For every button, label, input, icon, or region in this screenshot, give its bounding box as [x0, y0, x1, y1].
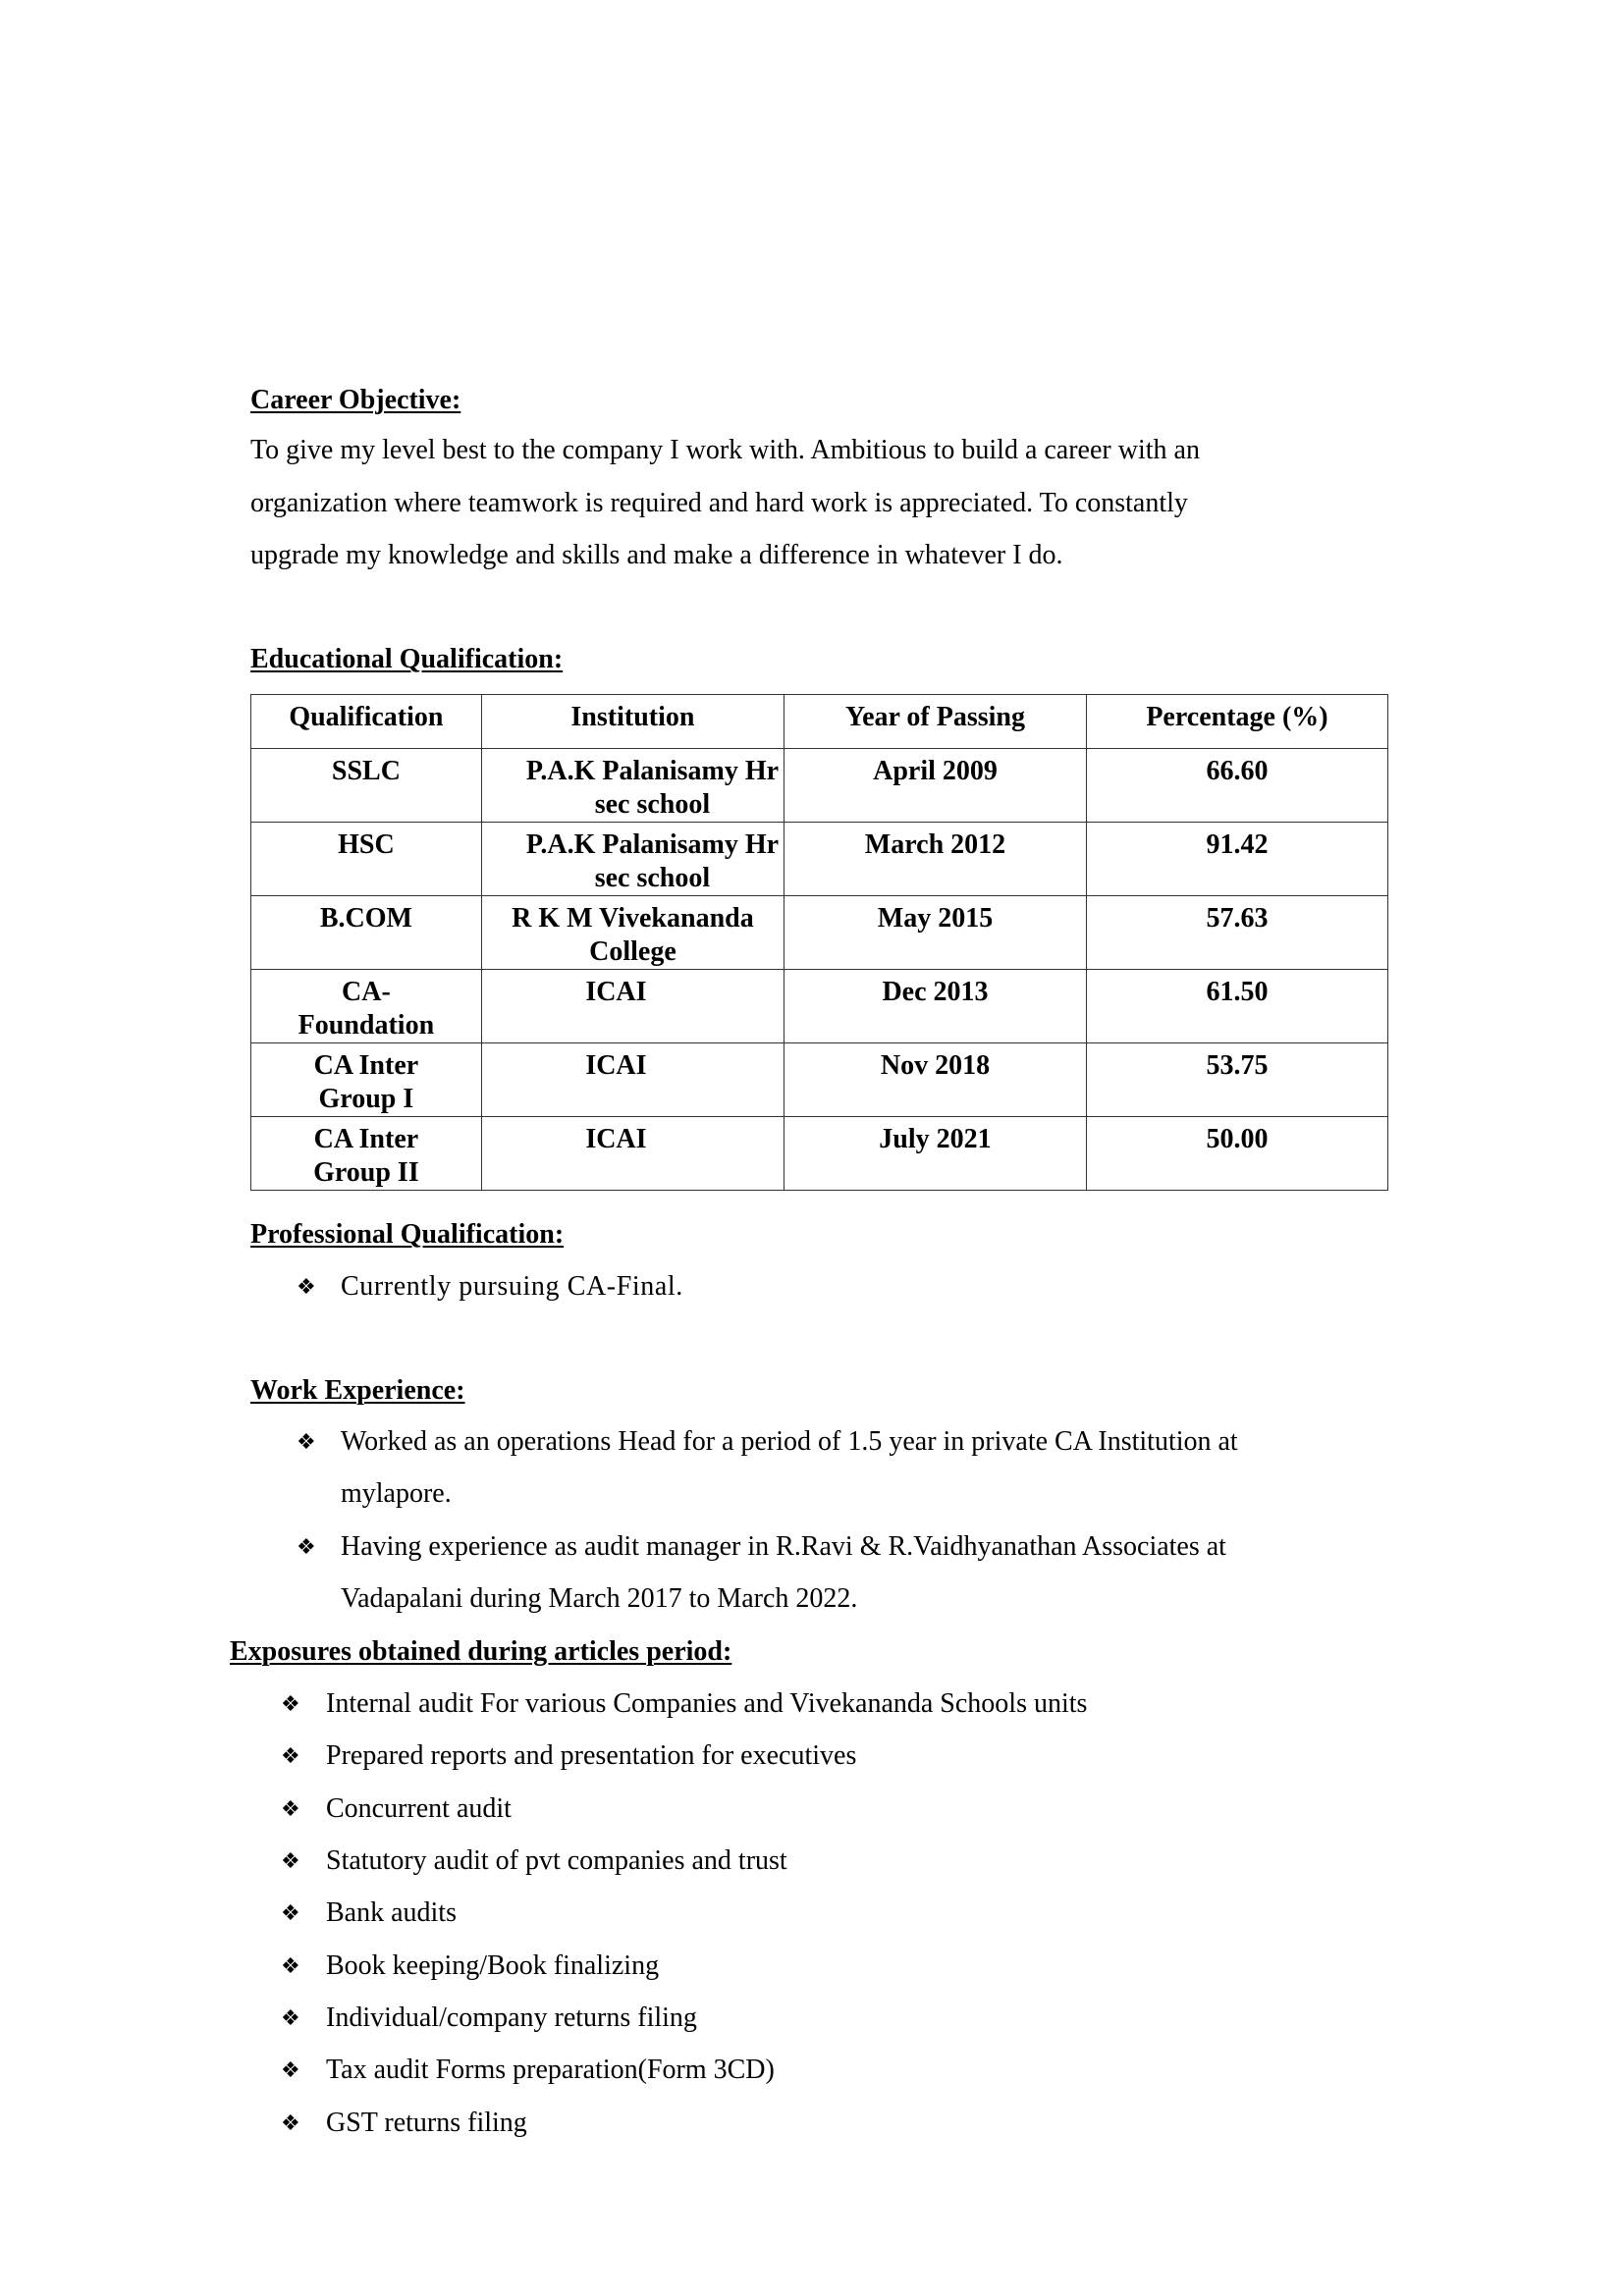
professional-qualification-heading: Professional Qualification: [250, 1219, 565, 1250]
cell-year: May 2015 [784, 896, 1087, 970]
cell-year: March 2012 [784, 823, 1087, 896]
table-row [251, 823, 1388, 896]
exposure-item: Bank audits [326, 1897, 457, 1928]
column-header-institution: Institution [481, 695, 784, 749]
column-header-year: Year of Passing [784, 695, 1087, 749]
cell-qualification: CA Inter Group II [251, 1117, 482, 1191]
career-objective-line: upgrade my knowledge and skills and make a difference in whatever I do. [250, 540, 1063, 570]
education-table [250, 694, 1388, 1191]
exposure-item: Book keeping/Book finalizing [326, 1950, 660, 1981]
cell-year: July 2021 [784, 1117, 1087, 1191]
exposure-item: Tax audit Forms preparation(Form 3CD) [326, 2055, 775, 2085]
diamond-bullet-icon: ❖ [297, 1274, 316, 1299]
cell-percentage: 61.50 [1086, 970, 1387, 1043]
cell-institution: ICAI [481, 1043, 784, 1117]
cell-institution: R K M Vivekananda College [481, 896, 784, 970]
cell-qualification: CA-Foundation [251, 970, 482, 1043]
exposure-item: Concurrent audit [326, 1793, 512, 1824]
cell-percentage: 66.60 [1086, 749, 1387, 823]
exposure-item: GST returns filing [326, 2108, 527, 2138]
cell-year: April 2009 [784, 749, 1087, 823]
exposure-item: Individual/company returns filing [326, 2002, 697, 2033]
cell-institution: P.A.K Palanisamy Hr sec school [481, 823, 784, 896]
work-experience-item-continued: mylapore. [341, 1478, 452, 1509]
diamond-bullet-icon: ❖ [281, 1848, 300, 1873]
diamond-bullet-icon: ❖ [281, 2057, 300, 2082]
table-header-row [251, 695, 1388, 749]
table-row [251, 1117, 1388, 1191]
educational-qualification-heading: Educational Qualification: [250, 644, 564, 674]
table-row [251, 749, 1388, 823]
exposure-item: Prepared reports and presentation for executives [326, 1740, 857, 1771]
work-experience-item: Having experience as audit manager in R.Ravi & R.Vaidhyanathan Associates at [341, 1531, 1226, 1562]
cell-institution: P.A.K Palanisamy Hr sec school [481, 749, 784, 823]
career-objective-heading: Career Objective: [250, 385, 461, 415]
cell-year: Nov 2018 [784, 1043, 1087, 1117]
cell-qualification: CA Inter Group I [251, 1043, 482, 1117]
cell-institution: ICAI [481, 970, 784, 1043]
career-objective-line: organization where teamwork is required and hard work is appreciated. To constantly [250, 488, 1188, 518]
work-experience-heading: Work Experience: [250, 1375, 465, 1406]
work-experience-item: Worked as an operations Head for a period of 1.5 year in private CA Institution at [341, 1426, 1238, 1457]
cell-percentage: 53.75 [1086, 1043, 1387, 1117]
professional-qualification-item: Currently pursuing CA-Final. [341, 1271, 683, 1302]
work-experience-item-continued: Vadapalani during March 2017 to March 2022. [341, 1583, 858, 1614]
exposures-heading: Exposures obtained during articles period: [230, 1636, 732, 1667]
table-row [251, 896, 1388, 970]
diamond-bullet-icon: ❖ [297, 1534, 316, 1559]
cell-year: Dec 2013 [784, 970, 1087, 1043]
table-row [251, 970, 1388, 1043]
column-header-percentage: Percentage (%) [1086, 695, 1387, 749]
diamond-bullet-icon: ❖ [281, 1796, 300, 1821]
diamond-bullet-icon: ❖ [281, 2110, 300, 2135]
diamond-bullet-icon: ❖ [281, 1743, 300, 1768]
cell-qualification: HSC [251, 823, 482, 896]
diamond-bullet-icon: ❖ [281, 2005, 300, 2030]
column-header-qualification: Qualification [251, 695, 482, 749]
cell-institution: ICAI [481, 1117, 784, 1191]
cell-qualification: SSLC [251, 749, 482, 823]
cell-percentage: 57.63 [1086, 896, 1387, 970]
cell-qualification: B.COM [251, 896, 482, 970]
exposure-item: Internal audit For various Companies and Vivekananda Schools units [326, 1688, 1088, 1719]
diamond-bullet-icon: ❖ [281, 1953, 300, 1978]
exposure-item: Statutory audit of pvt companies and trust [326, 1845, 787, 1876]
diamond-bullet-icon: ❖ [297, 1429, 316, 1454]
table-row [251, 1043, 1388, 1117]
career-objective-line: To give my level best to the company I work with. Ambitious to build a career with an [250, 435, 1200, 465]
cell-percentage: 50.00 [1086, 1117, 1387, 1191]
diamond-bullet-icon: ❖ [281, 1691, 300, 1716]
diamond-bullet-icon: ❖ [281, 1900, 300, 1925]
cell-percentage: 91.42 [1086, 823, 1387, 896]
